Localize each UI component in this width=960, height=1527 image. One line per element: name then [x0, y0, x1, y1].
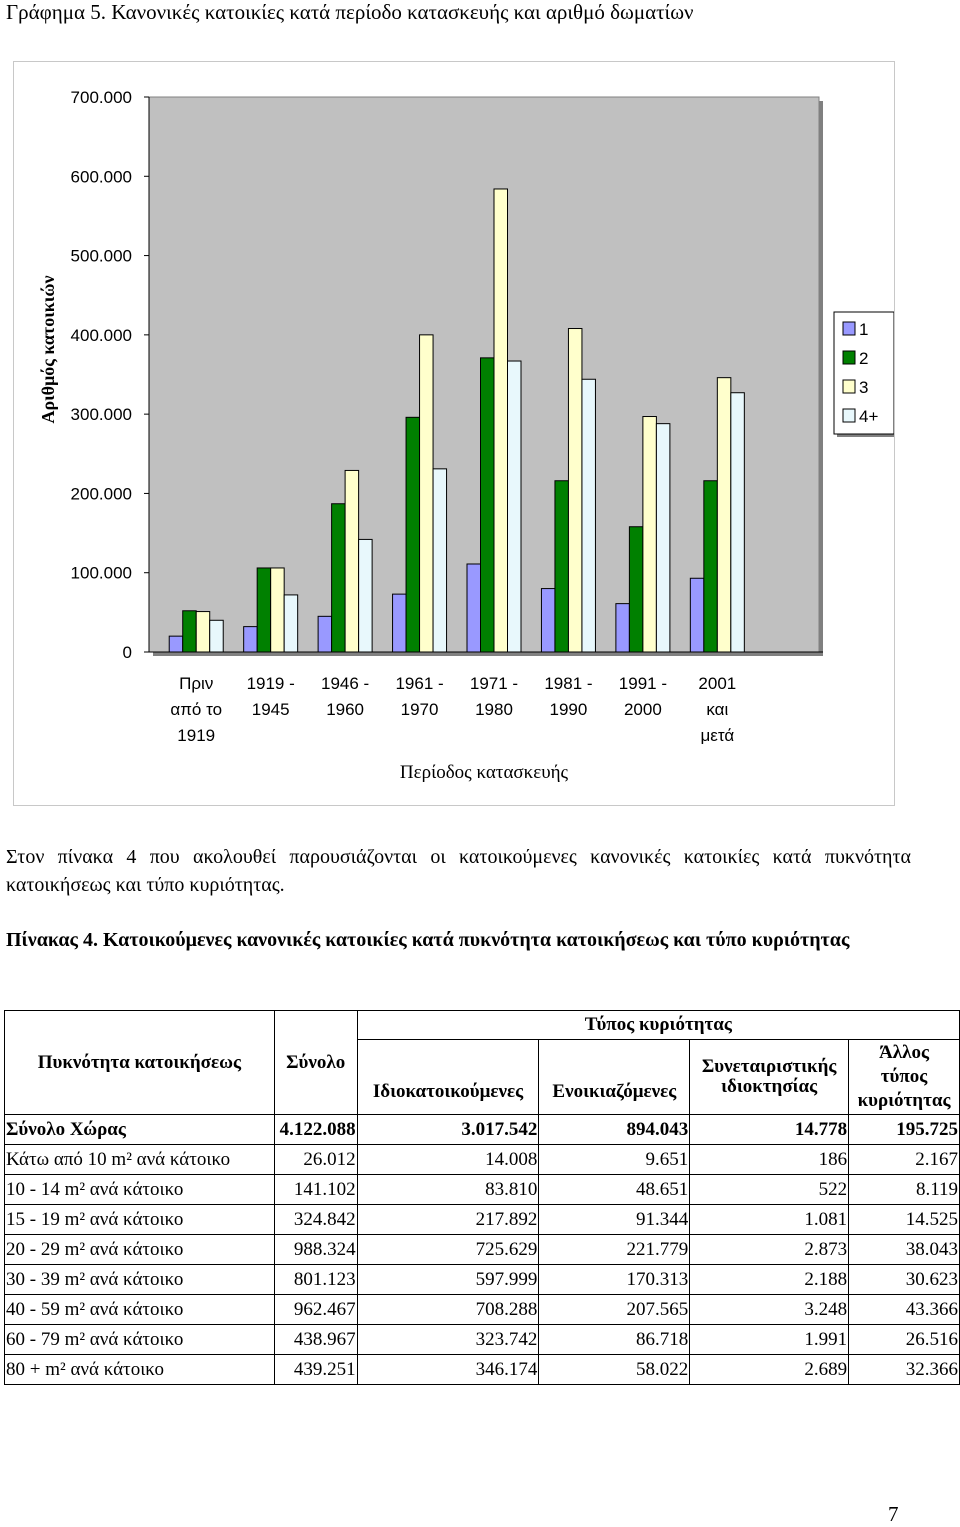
- bar-series-4+: [582, 379, 596, 652]
- cell-total: 988.324: [274, 1235, 357, 1265]
- cell-rented: 894.043: [539, 1115, 690, 1145]
- x-tick-label: μετά: [700, 726, 735, 745]
- x-tick-label: 1919: [177, 726, 216, 745]
- table-row: [5, 1265, 960, 1295]
- cell-rented: 91.344: [539, 1205, 690, 1235]
- table-row: [5, 1325, 960, 1355]
- header-coop-line2: ιδιοκτησίας: [721, 1076, 818, 1097]
- x-tick-label: 1970: [400, 700, 439, 719]
- cell-total: 141.102: [274, 1175, 357, 1205]
- row-label: 20 - 29 m² ανά κάτοικο: [5, 1235, 275, 1265]
- y-tick-label: 500.000: [70, 246, 132, 266]
- y-tick-label: 400.000: [70, 325, 132, 345]
- cell-owner: 83.810: [357, 1175, 539, 1205]
- bar-series-2: [555, 481, 569, 652]
- x-tick-label: 1991 -: [618, 674, 667, 693]
- x-tick-label: 1946 -: [321, 674, 370, 693]
- density-table: [4, 1010, 960, 1385]
- y-tick-label: 100.000: [70, 563, 132, 583]
- bar-series-1: [616, 604, 630, 652]
- row-label: 30 - 39 m² ανά κάτοικο: [5, 1265, 275, 1295]
- cell-total: 801.123: [274, 1265, 357, 1295]
- cell-total: 438.967: [274, 1325, 357, 1355]
- bar-series-3: [271, 568, 285, 652]
- legend-label: 2: [859, 349, 869, 368]
- header-rented: Ενοικιαζόμενες: [539, 1040, 690, 1115]
- bar-series-4+: [731, 393, 745, 652]
- bar-series-1: [244, 627, 258, 652]
- bar-series-1: [393, 594, 407, 652]
- cell-rented: 86.718: [539, 1325, 690, 1355]
- y-tick-label: 600.000: [70, 167, 132, 187]
- bar-series-3: [643, 417, 657, 652]
- y-tick-label: 200.000: [70, 484, 132, 504]
- cell-owner: 725.629: [357, 1235, 539, 1265]
- row-label: 60 - 79 m² ανά κάτοικο: [5, 1325, 275, 1355]
- cell-rented: 48.651: [539, 1175, 690, 1205]
- cell-rented: 9.651: [539, 1145, 690, 1175]
- legend-label: 4+: [859, 407, 879, 426]
- y-tick-label: 0: [122, 643, 132, 662]
- row-label: 15 - 19 m² ανά κάτοικο: [5, 1205, 275, 1235]
- cell-other: 43.366: [849, 1295, 960, 1325]
- table-body: [5, 1115, 960, 1385]
- header-owner: Ιδιοκατοικούμενες: [357, 1040, 539, 1115]
- legend-swatch: [843, 322, 855, 335]
- cell-total: 324.842: [274, 1205, 357, 1235]
- row-label: Κάτω από 10 m² ανά κάτοικο: [5, 1145, 275, 1175]
- x-tick-label: 1980: [475, 700, 513, 719]
- bar-series-3: [196, 612, 210, 652]
- cell-other: 30.623: [849, 1265, 960, 1295]
- bar-series-2: [257, 568, 271, 652]
- cell-coop: 1.991: [690, 1325, 849, 1355]
- table-caption: Πίνακας 4. Κατοικούμενες κανονικές κατοικίες κατά πυκνότητα κατοικήσεως και τύπο κυριότητας: [6, 929, 850, 951]
- cell-rented: 58.022: [539, 1355, 690, 1385]
- x-tick-label: Πριν: [179, 674, 214, 693]
- bar-chart: [14, 62, 894, 805]
- header-other: [849, 1040, 960, 1115]
- table-row-total: [5, 1115, 960, 1145]
- bar-series-4+: [210, 620, 224, 652]
- cell-owner: 346.174: [357, 1355, 539, 1385]
- header-other-line2: τύπος: [880, 1066, 928, 1087]
- x-tick-label: 1971 -: [469, 674, 519, 693]
- header-coop-line1: Συνεταιριστικής: [701, 1056, 837, 1077]
- cell-owner: 217.892: [357, 1205, 539, 1235]
- cell-coop: 2.188: [690, 1265, 849, 1295]
- cell-rented: 207.565: [539, 1295, 690, 1325]
- cell-coop: 522: [690, 1175, 849, 1205]
- table-row: [5, 1295, 960, 1325]
- bar-series-4+: [284, 595, 298, 652]
- bar-series-1: [467, 564, 481, 652]
- bar-series-2: [332, 504, 346, 652]
- cell-owner: 597.999: [357, 1265, 539, 1295]
- bar-series-3: [420, 335, 434, 652]
- bar-series-4+: [508, 361, 522, 652]
- table-row: [5, 1175, 960, 1205]
- x-tick-label: 2001: [698, 674, 737, 693]
- intro-paragraph: Στον πίνακα 4 που ακολουθεί παρουσιάζονται οι κατοικούμενες κανονικές κατοικίες κατά πυκνότητα κατοικήσεως και τύπο κυριότητας.: [6, 846, 911, 896]
- bar-series-1: [318, 616, 332, 652]
- x-tick-label: 1960: [326, 700, 365, 719]
- figure-title: Γράφημα 5. Κανονικές κατοικίες κατά περίοδο κατασκευής και αριθμό δωματίων: [6, 0, 694, 24]
- table-row: [5, 1235, 960, 1265]
- cell-other: 32.366: [849, 1355, 960, 1385]
- cell-coop: 2.689: [690, 1355, 849, 1385]
- header-other-line3: κυριότητας: [857, 1090, 951, 1111]
- table-row: [5, 1145, 960, 1175]
- row-label: 10 - 14 m² ανά κάτοικο: [5, 1175, 275, 1205]
- cell-other: 2.167: [849, 1145, 960, 1175]
- x-axis-title: Περίοδος κατασκευής: [399, 762, 569, 783]
- cell-rented: 221.779: [539, 1235, 690, 1265]
- header-density: Πυκνότητα κατοικήσεως: [5, 1011, 275, 1115]
- bar-series-3: [717, 378, 731, 652]
- cell-other: 38.043: [849, 1235, 960, 1265]
- cell-rented: 170.313: [539, 1265, 690, 1295]
- cell-coop: 3.248: [690, 1295, 849, 1325]
- cell-coop: 186: [690, 1145, 849, 1175]
- row-label: Σύνολο Χώρας: [5, 1115, 275, 1145]
- cell-owner: 3.017.542: [357, 1115, 539, 1145]
- bar-series-1: [541, 589, 555, 652]
- bar-series-2: [629, 527, 643, 652]
- row-label: 80 + m² ανά κάτοικο: [5, 1355, 275, 1385]
- row-label: 40 - 59 m² ανά κάτοικο: [5, 1295, 275, 1325]
- legend-swatch: [843, 351, 855, 364]
- legend-label: 3: [859, 378, 869, 397]
- header-ownership: Τύπος κυριότητας: [357, 1011, 959, 1040]
- cell-total: 26.012: [274, 1145, 357, 1175]
- bar-series-4+: [433, 469, 447, 652]
- header-coop: [690, 1040, 849, 1115]
- cell-coop: 14.778: [690, 1115, 849, 1145]
- bar-series-3: [494, 189, 508, 652]
- table-row: [5, 1355, 960, 1385]
- table-row: [5, 1205, 960, 1235]
- legend-swatch: [843, 409, 855, 422]
- cell-other: 195.725: [849, 1115, 960, 1145]
- bar-series-4+: [656, 424, 670, 652]
- bar-series-2: [481, 358, 495, 652]
- y-axis-title: Αριθμός κατοικιών: [38, 275, 58, 424]
- cell-coop: 2.873: [690, 1235, 849, 1265]
- bar-series-1: [690, 578, 704, 652]
- x-tick-label: 2000: [623, 700, 662, 719]
- cell-coop: 1.081: [690, 1205, 849, 1235]
- cell-other: 26.516: [849, 1325, 960, 1355]
- cell-total: 962.467: [274, 1295, 357, 1325]
- cell-owner: 708.288: [357, 1295, 539, 1325]
- bar-series-1: [169, 636, 183, 652]
- bar-series-2: [406, 417, 420, 652]
- legend-swatch: [843, 380, 855, 393]
- bar-series-2: [704, 481, 718, 652]
- bar-series-4+: [359, 539, 373, 652]
- y-tick-label: 300.000: [70, 405, 132, 425]
- x-tick-label: 1981 -: [544, 674, 593, 693]
- bar-series-3: [568, 329, 582, 652]
- header-other-line1: Άλλος: [879, 1042, 929, 1063]
- x-tick-label: 1945: [251, 700, 290, 719]
- x-tick-label: 1919 -: [246, 674, 295, 693]
- y-tick-label: 700.000: [70, 88, 132, 107]
- cell-other: 8.119: [849, 1175, 960, 1205]
- cell-total: 4.122.088: [274, 1115, 357, 1145]
- x-tick-label: από το: [170, 700, 223, 719]
- x-tick-label: 1961 -: [395, 674, 444, 693]
- chart-frame: [13, 61, 895, 806]
- x-tick-label: 1990: [549, 700, 588, 719]
- cell-owner: 14.008: [357, 1145, 539, 1175]
- cell-other: 14.525: [849, 1205, 960, 1235]
- x-tick-label: και: [706, 700, 729, 719]
- legend-label: 1: [859, 320, 869, 339]
- bar-series-3: [345, 470, 359, 652]
- header-total: Σύνολο: [274, 1011, 357, 1115]
- cell-total: 439.251: [274, 1355, 357, 1385]
- cell-owner: 323.742: [357, 1325, 539, 1355]
- bar-series-2: [183, 611, 197, 652]
- page-number: 7: [888, 1502, 899, 1526]
